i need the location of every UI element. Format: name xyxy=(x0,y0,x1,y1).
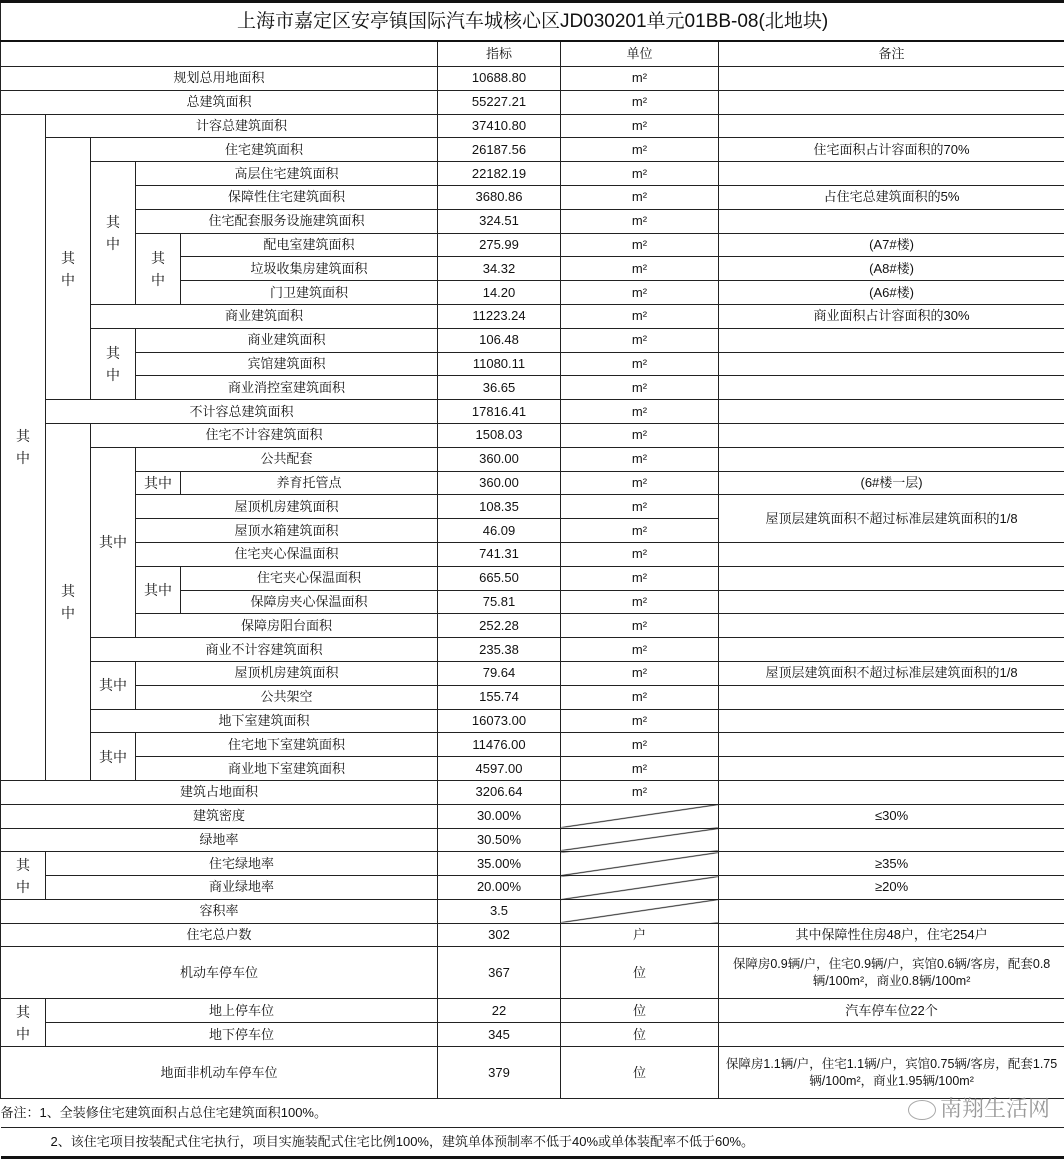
row-label: 住宅绿地率 xyxy=(46,852,438,876)
table-row xyxy=(1,899,1064,923)
row-note: ≥20% xyxy=(719,876,1064,900)
row-unit: m² xyxy=(561,614,719,638)
row-value: 16073.00 xyxy=(438,709,561,733)
table-row xyxy=(1,233,1064,257)
table-row xyxy=(1,162,1064,186)
group-label: 其中 xyxy=(1,852,46,900)
row-note: 屋顶层建筑面积不超过标准层建筑面积的1/8 xyxy=(719,661,1064,685)
row-value: 14.20 xyxy=(438,281,561,305)
row-value: 10688.80 xyxy=(438,67,561,91)
row-value: 3206.64 xyxy=(438,780,561,804)
row-note: 保障房1.1辆/户，住宅1.1辆/户，宾馆0.75辆/客房，配套1.75辆/100m²，商业1.95辆/100m² xyxy=(719,1047,1064,1099)
row-label: 公共配套 xyxy=(136,447,438,471)
row-label: 总建筑面积 xyxy=(1,90,438,114)
row-note xyxy=(719,423,1064,447)
row-unit: m² xyxy=(561,495,719,519)
row-value: 20.00% xyxy=(438,876,561,900)
table-row xyxy=(1,352,1064,376)
row-note: 商业面积占计容面积的30% xyxy=(719,304,1064,328)
row-label: 商业建筑面积 xyxy=(136,328,438,352)
group-label: 其中 xyxy=(91,447,136,637)
table-row xyxy=(1,733,1064,757)
row-value: 37410.80 xyxy=(438,114,561,138)
row-note xyxy=(719,709,1064,733)
row-label: 地面非机动车停车位 xyxy=(1,1047,438,1099)
table-row xyxy=(1,90,1064,114)
row-note: ≤30% xyxy=(719,804,1064,828)
row-note xyxy=(719,162,1064,186)
table-row xyxy=(1,614,1064,638)
chat-bubble-icon xyxy=(908,1100,936,1120)
row-label: 绿地率 xyxy=(1,828,438,852)
table-row xyxy=(1,923,1064,947)
row-label: 规划总用地面积 xyxy=(1,67,438,91)
table-row xyxy=(1,471,1064,495)
table-row xyxy=(1,495,1064,519)
row-unit: m² xyxy=(561,352,719,376)
row-value: 11080.11 xyxy=(438,352,561,376)
group-label: 其中 xyxy=(136,471,181,495)
row-value: 30.00% xyxy=(438,804,561,828)
row-label: 高层住宅建筑面积 xyxy=(136,162,438,186)
row-value: 275.99 xyxy=(438,233,561,257)
row-note xyxy=(719,400,1064,424)
row-note xyxy=(719,67,1064,91)
table-row xyxy=(1,542,1064,566)
row-unit: 户 xyxy=(561,923,719,947)
row-unit: m² xyxy=(561,566,719,590)
footnote-2: 2、该住宅项目按装配式住宅执行，项目实施装配式住宅比例100%，建筑单体预制率不低于40%或单体装配率不低于60%。 xyxy=(1,1128,1064,1158)
row-label: 容积率 xyxy=(1,899,438,923)
row-unit: m² xyxy=(561,733,719,757)
row-label: 地上停车位 xyxy=(46,999,438,1023)
unit-slash xyxy=(561,804,719,828)
table-row xyxy=(1,638,1064,662)
table-row xyxy=(1,1023,1064,1047)
row-label: 商业建筑面积 xyxy=(91,304,438,328)
row-unit: m² xyxy=(561,209,719,233)
row-note xyxy=(719,376,1064,400)
row-note xyxy=(719,209,1064,233)
group-label: 其中 xyxy=(136,233,181,304)
row-value: 360.00 xyxy=(438,471,561,495)
row-value: 106.48 xyxy=(438,328,561,352)
row-unit: m² xyxy=(561,519,719,543)
row-value: 11476.00 xyxy=(438,733,561,757)
row-unit: m² xyxy=(561,138,719,162)
row-note: 住宅面积占计容面积的70% xyxy=(719,138,1064,162)
row-unit: m² xyxy=(561,757,719,781)
row-value: 22 xyxy=(438,999,561,1023)
row-value: 34.32 xyxy=(438,257,561,281)
row-value: 324.51 xyxy=(438,209,561,233)
row-unit: m² xyxy=(561,114,719,138)
row-unit: m² xyxy=(561,233,719,257)
watermark-text: 南翔生活网 xyxy=(940,1096,1050,1121)
row-unit: m² xyxy=(561,328,719,352)
row-note xyxy=(719,733,1064,757)
row-label: 建筑占地面积 xyxy=(1,780,438,804)
table-row xyxy=(1,999,1064,1023)
table-row xyxy=(1,1047,1064,1099)
row-note xyxy=(719,685,1064,709)
row-label: 地下停车位 xyxy=(46,1023,438,1047)
row-value: 17816.41 xyxy=(438,400,561,424)
row-unit: m² xyxy=(561,185,719,209)
row-unit: m² xyxy=(561,281,719,305)
row-unit: m² xyxy=(561,661,719,685)
row-label: 商业消控室建筑面积 xyxy=(136,376,438,400)
unit-slash xyxy=(561,852,719,876)
row-note xyxy=(719,899,1064,923)
row-note xyxy=(719,566,1064,590)
table-row xyxy=(1,423,1064,447)
table-row xyxy=(1,304,1064,328)
row-label: 住宅地下室建筑面积 xyxy=(136,733,438,757)
table-row xyxy=(1,400,1064,424)
row-unit: 位 xyxy=(561,1023,719,1047)
header-index: 指标 xyxy=(438,41,561,67)
row-unit: 位 xyxy=(561,947,719,999)
row-note: 屋顶层建筑面积不超过标准层建筑面积的1/8 xyxy=(719,495,1064,543)
table-row xyxy=(1,852,1064,876)
row-value: 11223.24 xyxy=(438,304,561,328)
row-label: 保障房阳台面积 xyxy=(136,614,438,638)
table-row xyxy=(1,209,1064,233)
row-unit: m² xyxy=(561,304,719,328)
row-unit: 位 xyxy=(561,999,719,1023)
table-row xyxy=(1,804,1064,828)
row-value: 3680.86 xyxy=(438,185,561,209)
row-label: 不计容总建筑面积 xyxy=(46,400,438,424)
row-unit: m² xyxy=(561,542,719,566)
group-label: 其中 xyxy=(46,138,91,400)
row-unit: m² xyxy=(561,90,719,114)
header-blank xyxy=(1,41,438,67)
footnote-1: 备注：1、全装修住宅建筑面积占总住宅建筑面积100%。 xyxy=(1,1099,1064,1128)
row-note xyxy=(719,447,1064,471)
row-value: 46.09 xyxy=(438,519,561,543)
row-label: 机动车停车位 xyxy=(1,947,438,999)
row-note xyxy=(719,114,1064,138)
row-label: 地下室建筑面积 xyxy=(91,709,438,733)
row-unit: m² xyxy=(561,780,719,804)
table-row xyxy=(1,328,1064,352)
row-label: 住宅夹心保温面积 xyxy=(181,566,438,590)
row-note: (A6#楼) xyxy=(719,281,1064,305)
row-unit: 位 xyxy=(561,1047,719,1099)
table-row xyxy=(1,376,1064,400)
row-label: 配电室建筑面积 xyxy=(181,233,438,257)
row-value: 1508.03 xyxy=(438,423,561,447)
row-unit: m² xyxy=(561,447,719,471)
group-label: 其中 xyxy=(46,423,91,780)
row-unit: m² xyxy=(561,423,719,447)
row-unit: m² xyxy=(561,162,719,186)
row-value: 22182.19 xyxy=(438,162,561,186)
row-value: 360.00 xyxy=(438,447,561,471)
row-note xyxy=(719,590,1064,614)
row-label: 住宅不计容建筑面积 xyxy=(91,423,438,447)
row-unit: m² xyxy=(561,67,719,91)
row-value: 35.00% xyxy=(438,852,561,876)
row-label: 门卫建筑面积 xyxy=(181,281,438,305)
row-label: 计容总建筑面积 xyxy=(46,114,438,138)
row-label: 屋顶水箱建筑面积 xyxy=(136,519,438,543)
row-label: 屋顶机房建筑面积 xyxy=(136,495,438,519)
row-label: 公共架空 xyxy=(136,685,438,709)
row-unit: m² xyxy=(561,471,719,495)
row-label: 住宅总户数 xyxy=(1,923,438,947)
table-row xyxy=(1,876,1064,900)
table-row xyxy=(1,185,1064,209)
row-value: 302 xyxy=(438,923,561,947)
row-value: 79.64 xyxy=(438,661,561,685)
group-label: 其中 xyxy=(91,733,136,781)
header-unit: 单位 xyxy=(561,41,719,67)
row-note: 汽车停车位22个 xyxy=(719,999,1064,1023)
row-value: 345 xyxy=(438,1023,561,1047)
table-row xyxy=(1,828,1064,852)
row-value: 75.81 xyxy=(438,590,561,614)
row-note: (6#楼一层) xyxy=(719,471,1064,495)
unit-slash xyxy=(561,828,719,852)
row-note xyxy=(719,328,1064,352)
row-value: 30.50% xyxy=(438,828,561,852)
header-note: 备注 xyxy=(719,41,1064,67)
table-row xyxy=(1,757,1064,781)
row-note xyxy=(719,780,1064,804)
row-note: 其中保障性住房48户，住宅254户 xyxy=(719,923,1064,947)
table-row xyxy=(1,566,1064,590)
row-note xyxy=(719,614,1064,638)
unit-slash xyxy=(561,876,719,900)
row-value: 665.50 xyxy=(438,566,561,590)
row-note xyxy=(719,638,1064,662)
row-label: 商业绿地率 xyxy=(46,876,438,900)
row-label: 保障房夹心保温面积 xyxy=(181,590,438,614)
row-value: 4597.00 xyxy=(438,757,561,781)
table-row xyxy=(1,709,1064,733)
row-note xyxy=(719,757,1064,781)
row-unit: m² xyxy=(561,257,719,281)
row-note: (A8#楼) xyxy=(719,257,1064,281)
group-label: 其中 xyxy=(91,162,136,305)
group-label: 其中 xyxy=(136,566,181,614)
row-label: 住宅夹心保温面积 xyxy=(136,542,438,566)
row-label: 建筑密度 xyxy=(1,804,438,828)
row-value: 155.74 xyxy=(438,685,561,709)
row-unit: m² xyxy=(561,709,719,733)
row-note xyxy=(719,542,1064,566)
row-note: 保障房0.9辆/户，住宅0.9辆/户，宾馆0.6辆/客房，配套0.8辆/100m²，商业0.8辆/100m² xyxy=(719,947,1064,999)
row-unit: m² xyxy=(561,685,719,709)
row-note: ≥35% xyxy=(719,852,1064,876)
row-label: 住宅建筑面积 xyxy=(91,138,438,162)
row-note: (A7#楼) xyxy=(719,233,1064,257)
row-unit: m² xyxy=(561,376,719,400)
group-label: 其中 xyxy=(91,661,136,709)
row-value: 55227.21 xyxy=(438,90,561,114)
group-label: 其中 xyxy=(1,114,46,780)
row-label: 垃圾收集房建筑面积 xyxy=(181,257,438,281)
row-value: 367 xyxy=(438,947,561,999)
row-note xyxy=(719,828,1064,852)
row-value: 235.38 xyxy=(438,638,561,662)
table-row xyxy=(1,138,1064,162)
table-row xyxy=(1,114,1064,138)
table-row xyxy=(1,685,1064,709)
row-value: 252.28 xyxy=(438,614,561,638)
table-row xyxy=(1,947,1064,999)
row-label: 住宅配套服务设施建筑面积 xyxy=(136,209,438,233)
row-label: 保障性住宅建筑面积 xyxy=(136,185,438,209)
row-note xyxy=(719,1023,1064,1047)
group-label: 其中 xyxy=(91,328,136,399)
watermark xyxy=(908,1092,1050,1123)
row-label: 养育托管点 xyxy=(181,471,438,495)
row-note xyxy=(719,90,1064,114)
table-title: 上海市嘉定区安亭镇国际汽车城核心区JD030201单元01BB-08(北地块) xyxy=(1,2,1064,42)
table-row xyxy=(1,780,1064,804)
table-row xyxy=(1,447,1064,471)
row-note xyxy=(719,352,1064,376)
row-unit: m² xyxy=(561,638,719,662)
row-label: 屋顶机房建筑面积 xyxy=(136,661,438,685)
row-value: 379 xyxy=(438,1047,561,1099)
unit-slash xyxy=(561,899,719,923)
row-value: 108.35 xyxy=(438,495,561,519)
row-label: 宾馆建筑面积 xyxy=(136,352,438,376)
row-label: 商业不计容建筑面积 xyxy=(91,638,438,662)
row-value: 3.5 xyxy=(438,899,561,923)
row-label: 商业地下室建筑面积 xyxy=(136,757,438,781)
row-unit: m² xyxy=(561,590,719,614)
row-value: 741.31 xyxy=(438,542,561,566)
table-row xyxy=(1,67,1064,91)
row-unit: m² xyxy=(561,400,719,424)
row-note: 占住宅总建筑面积的5% xyxy=(719,185,1064,209)
row-value: 26187.56 xyxy=(438,138,561,162)
group-label: 其中 xyxy=(1,999,46,1047)
row-value: 36.65 xyxy=(438,376,561,400)
table-row xyxy=(1,661,1064,685)
